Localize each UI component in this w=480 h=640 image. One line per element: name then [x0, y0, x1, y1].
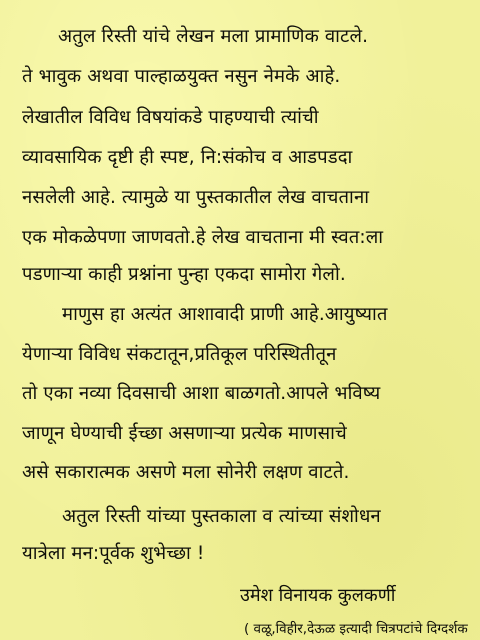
paragraph-3-line-1: अतुल रिस्ती यांच्या पुस्तकाला व त्यांच्या संशोधन	[62, 506, 381, 527]
paragraph-1-line-5: नसलेली आहे. त्यामुळे या पुस्तकातील लेख वाचताना	[22, 187, 370, 208]
paragraph-1-line-1: अतुल रिस्ती यांचे लेखन मला प्रामाणिक वाटले.	[58, 26, 369, 47]
paragraph-2-line-1: माणुस हा अत्यंत आशावादी प्राणी आहे.आयुष्यात	[62, 304, 388, 325]
paragraph-3-line-2: यात्रेला मन:पूर्वक शुभेच्छा !	[22, 543, 205, 564]
paragraph-1-line-6: एक मोकळेपणा जाणवतो.हे लेख वाचताना मी स्वत:ला	[22, 227, 384, 248]
paragraph-1-line-7: पडणाऱ्या काही प्रश्नांना पुन्हा एकदा सामोरा गेलो.	[22, 264, 346, 285]
paragraph-1-line-4: व्यावसायिक दृष्टी ही स्पष्ट, नि:संकोच व आडपडदा	[22, 147, 353, 168]
author-signature: उमेश विनायक कुलकर्णी	[240, 585, 396, 606]
paragraph-2-line-2: येणाऱ्या विविध संकटातून,प्रतिकूल परिस्थितीतून	[22, 344, 337, 365]
paragraph-2-line-5: असे सकारात्मक असणे मला सोनेरी लक्षण वाटते.	[22, 462, 350, 483]
paragraph-1-line-3: लेखातील विविध विषयांकडे पाहण्याची त्यांची	[22, 107, 319, 128]
paragraph-2-line-3: तो एका नव्या दिवसाची आशा बाळगतो.आपले भविष्य	[22, 383, 381, 404]
paragraph-2-line-4: जाणून घेण्याची ईच्छा असणाऱ्या प्रत्येक माणसाचे	[22, 423, 347, 444]
paragraph-1-line-2: ते भावुक अथवा पाल्हाळयुक्त नसुन नेमके आहे.	[22, 66, 341, 87]
author-credit: ( वळू,विहीर,देऊळ इत्यादी चित्रपटांचे दिग्दर्शक	[244, 621, 468, 637]
